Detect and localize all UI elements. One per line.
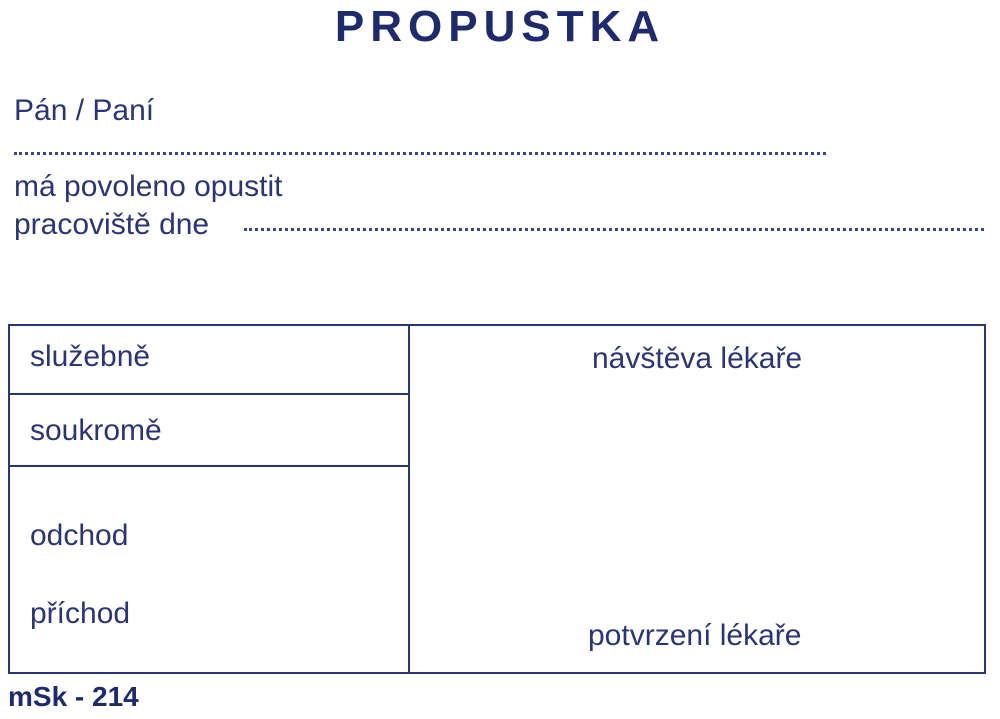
date-fill-line[interactable] bbox=[244, 228, 984, 231]
table-row-divider-2 bbox=[8, 465, 410, 467]
name-fill-line[interactable] bbox=[14, 152, 826, 155]
doctor-visit-label: návštěva lékaře bbox=[592, 342, 803, 375]
departure-label: odchod bbox=[30, 519, 129, 552]
table-vertical-divider bbox=[408, 324, 410, 674]
table-row-divider-1 bbox=[8, 393, 410, 395]
arrival-label: příchod bbox=[30, 597, 131, 630]
doctor-confirmation-label: potvrzení lékaře bbox=[588, 619, 802, 652]
permission-text-line2: pracoviště dne bbox=[14, 208, 210, 241]
private-purpose-label: soukromě bbox=[30, 414, 162, 447]
name-label: Pán / Paní bbox=[14, 94, 155, 127]
official-purpose-label: služebně bbox=[30, 340, 151, 373]
permission-text-line1: má povoleno opustit bbox=[14, 170, 283, 203]
form-code: mSk - 214 bbox=[8, 681, 139, 712]
page-title: PROPUSTKA bbox=[334, 2, 666, 51]
form-table bbox=[8, 324, 986, 674]
